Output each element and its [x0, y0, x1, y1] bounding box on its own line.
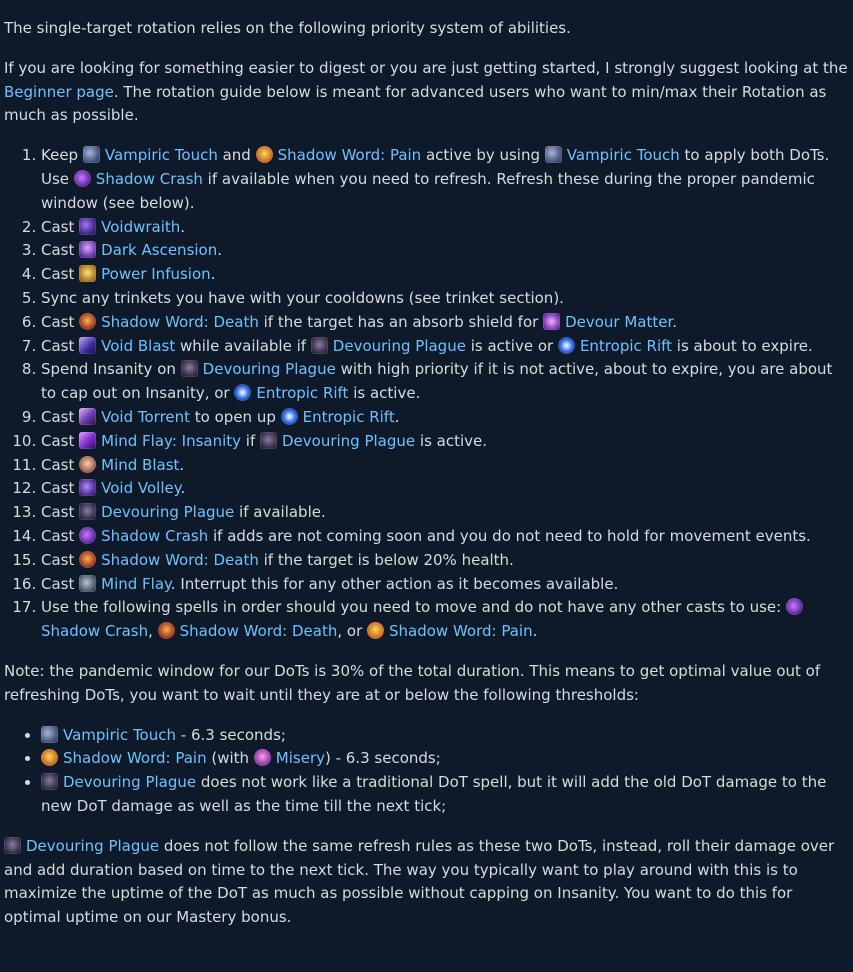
rotation-step-9: 9. Cast Void Torrent to open up Entropic Rift. — [41, 406, 849, 430]
devouring-plague-icon — [311, 337, 328, 354]
shadow-crash-link[interactable]: Shadow Crash — [41, 622, 149, 641]
mind-blast-link[interactable]: Mind Blast — [101, 455, 180, 474]
pandemic-item-devouring-plague: • Devouring Plague does not work like a traditional DoT spell, but it will add the old DoT damage to the new DoT damage as well as the time till the next tick; — [41, 771, 849, 819]
devouring-plague-link[interactable]: Devouring Plague — [63, 773, 197, 792]
entropic-rift-link[interactable]: Entropic Rift — [302, 407, 395, 426]
shadow-crash-icon — [786, 598, 803, 615]
rotation-step-15: 15. Cast Shadow Word: Death if the target is below 20% health. — [41, 549, 849, 573]
devouring-plague-icon — [260, 432, 277, 449]
shadow-word-death-icon — [79, 313, 96, 330]
devouring-plague-icon — [4, 837, 21, 854]
devouring-plague-icon — [79, 503, 96, 520]
vampiric-touch-icon — [83, 146, 100, 163]
entropic-rift-icon — [558, 337, 575, 354]
vampiric-touch-icon — [545, 146, 562, 163]
mind-blast-icon — [79, 456, 96, 473]
shadow-word-pain-link[interactable]: Shadow Word: Pain — [63, 749, 207, 768]
void-volley-link[interactable]: Void Volley — [101, 479, 181, 498]
vampiric-touch-link[interactable]: Vampiric Touch — [63, 725, 176, 744]
power-infusion-link[interactable]: Power Infusion — [101, 265, 211, 284]
rotation-step-5: 5. Sync any trinkets you have with your cooldowns (see trinket section). — [41, 287, 849, 311]
entropic-rift-icon — [281, 408, 298, 425]
devouring-plague-link[interactable]: Devouring Plague — [282, 431, 416, 450]
pandemic-threshold-list — [4, 724, 849, 819]
mind-flay-icon — [79, 575, 96, 592]
misery-icon — [254, 749, 271, 766]
shadow-crash-link[interactable]: Shadow Crash — [101, 526, 209, 545]
void-torrent-link[interactable]: Void Torrent — [101, 407, 191, 426]
devouring-plague-link[interactable]: Devouring Plague — [101, 503, 235, 522]
shadow-word-death-link[interactable]: Shadow Word: Death — [101, 550, 259, 569]
void-volley-icon — [79, 479, 96, 496]
beginner-paragraph: If you are looking for something easier to digest or you are just getting started, I strongly suggest looking at the Beginner page. The rotation guide below is meant for advanced users who want to min/max their Rotation as much as possible. — [4, 58, 848, 125]
devouring-plague-icon — [181, 360, 198, 377]
rotation-step-2: 2. Cast Voidwraith. — [41, 216, 849, 240]
rotation-step-3: 3. Cast Dark Ascension. — [41, 239, 849, 263]
rotation-step-1: 1. Keep Vampiric Touch and Shadow Word: Pain active by using Vampiric Touch to apply both DoTs. Use Shadow Crash if available when you need to refresh. Refresh these during the proper pandemic window (see below). — [41, 144, 849, 215]
rotation-step-6: 6. Cast Shadow Word: Death if the target has an absorb shield for Devour Matter. — [41, 311, 849, 335]
mind-flay-insanity-link[interactable]: Mind Flay: Insanity — [101, 431, 242, 450]
mind-flay-link[interactable]: Mind Flay — [101, 574, 171, 593]
rotation-step-4: 4. Cast Power Infusion. — [41, 263, 849, 287]
vampiric-touch-link[interactable]: Vampiric Touch — [104, 146, 218, 165]
shadow-word-pain-link[interactable]: Shadow Word: Pain — [389, 622, 533, 641]
entropic-rift-link[interactable]: Entropic Rift — [579, 336, 673, 355]
shadow-word-death-link[interactable]: Shadow Word: Death — [101, 312, 259, 331]
rotation-step-13: 13. Cast Devouring Plague if available. — [41, 501, 849, 525]
shadow-crash-link[interactable]: Shadow Crash — [95, 169, 203, 188]
void-torrent-icon — [79, 408, 96, 425]
shadow-word-pain-link[interactable]: Shadow Word: Pain — [277, 146, 422, 165]
vampiric-touch-icon — [41, 726, 58, 743]
devour-matter-icon — [543, 313, 560, 330]
shadow-word-death-icon — [158, 622, 175, 639]
shadow-crash-icon — [74, 170, 91, 187]
rotation-step-7: 7. Cast Void Blast while available if Devouring Plague is active or Entropic Rift is about to expire. — [41, 335, 849, 359]
devouring-plague-link[interactable]: Devouring Plague — [26, 836, 160, 855]
devouring-plague-paragraph: Devouring Plague does not follow the same refresh rules as these two DoTs, instead, roll their damage over and add duration based on time to the next tick. The way you typically want to play around with this is to maximize the uptime of the DoT as much as possible without capping on Insanity. You want to do this for optimal uptime on our Mastery bonus. — [4, 836, 835, 927]
voidwraith-link[interactable]: Voidwraith — [101, 217, 181, 236]
pandemic-item-vampiric-touch: • Vampiric Touch - 6.3 seconds; — [41, 724, 849, 748]
rotation-step-11: 11. Cast Mind Blast. — [41, 454, 849, 478]
rotation-step-8: 8. Spend Insanity on Devouring Plague with high priority if it is not active, about to expire, you are about to cap out on Insanity, or Entropic Rift is active. — [41, 358, 849, 406]
devouring-plague-link[interactable]: Devouring Plague — [332, 336, 466, 355]
power-infusion-icon — [79, 265, 96, 282]
shadow-word-pain-icon — [41, 749, 58, 766]
entropic-rift-link[interactable]: Entropic Rift — [256, 384, 349, 403]
mind-flay-insanity-icon — [79, 432, 96, 449]
pandemic-note: Note: the pandemic window for our DoTs is 30% of the total duration. This means to get optimal value out of refreshing DoTs, you want to wait until they are at or below the following thresholds: — [4, 661, 821, 704]
void-blast-icon — [79, 337, 96, 354]
voidwraith-icon — [79, 218, 96, 235]
rotation-priority-list — [4, 144, 849, 644]
shadow-crash-icon — [79, 527, 96, 544]
intro-paragraph: The single-target rotation relies on the following priority system of abilities. — [4, 19, 571, 37]
dark-ascension-link[interactable]: Dark Ascension — [101, 241, 218, 260]
devour-matter-link[interactable]: Devour Matter — [565, 312, 673, 331]
rotation-step-16: 16. Cast Mind Flay. Interrupt this for any other action as it becomes available. — [41, 573, 849, 597]
rotation-step-10: 10. Cast Mind Flay: Insanity if Devouring Plague is active. — [41, 430, 849, 454]
rotation-step-12: 12. Cast Void Volley. — [41, 477, 849, 501]
vampiric-touch-link[interactable]: Vampiric Touch — [566, 146, 680, 165]
shadow-word-death-link[interactable]: Shadow Word: Death — [179, 622, 338, 641]
pandemic-item-shadow-word-pain: • Shadow Word: Pain (with Misery) - 6.3 seconds; — [41, 747, 849, 771]
void-blast-link[interactable]: Void Blast — [101, 336, 176, 355]
shadow-word-death-icon — [79, 551, 96, 568]
dark-ascension-icon — [79, 241, 96, 258]
devouring-plague-link[interactable]: Devouring Plague — [202, 360, 336, 379]
rotation-step-14: 14. Cast Shadow Crash if adds are not coming soon and you do not need to hold for movement events. — [41, 525, 849, 549]
entropic-rift-icon — [234, 384, 251, 401]
shadow-word-pain-icon — [367, 622, 384, 639]
shadow-word-pain-icon — [256, 146, 273, 163]
misery-link[interactable]: Misery — [275, 749, 325, 768]
devouring-plague-icon — [41, 773, 58, 790]
beginner-page-link[interactable]: Beginner page — [4, 82, 114, 101]
rotation-step-17: 17. Use the following spells in order should you need to move and do not have any other casts to use: Shadow Crash, Shadow Word: Death, or Shadow Word: Pain. — [41, 596, 849, 644]
